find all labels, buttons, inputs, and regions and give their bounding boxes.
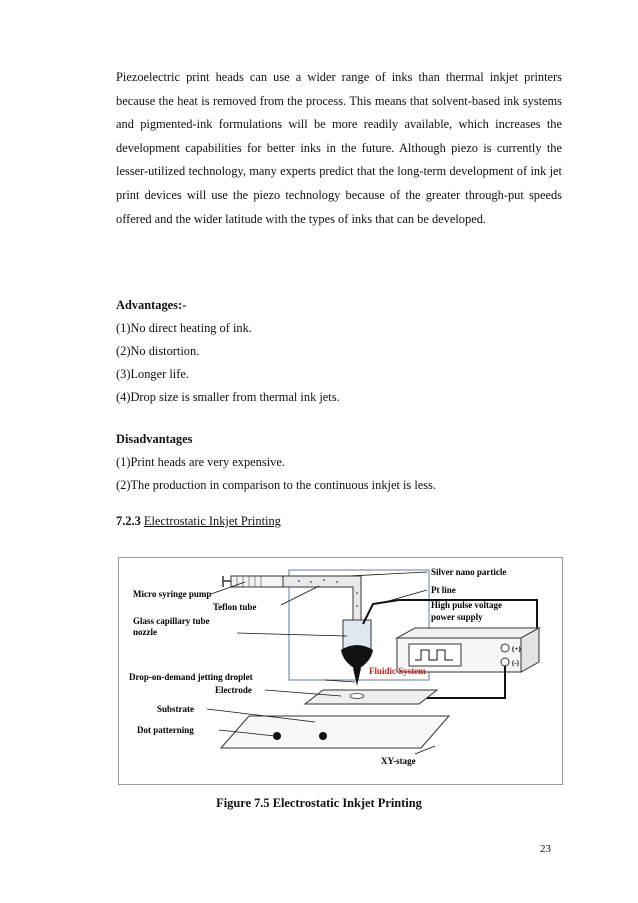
disadvantage-item: (1)Print heads are very expensive. bbox=[116, 455, 285, 469]
label-electrode: Electrode bbox=[215, 685, 252, 695]
label-dot: Dot patterning bbox=[137, 725, 194, 735]
disadvantage-item: (2)The production in comparison to the continuous inkjet is less. bbox=[116, 478, 437, 492]
advantage-item: (3)Longer life. bbox=[116, 367, 189, 381]
label-droplet: Drop-on-demand jetting droplet bbox=[129, 672, 253, 682]
advantages-section bbox=[116, 294, 340, 409]
section-title bbox=[116, 514, 281, 529]
label-teflon: Teflon tube bbox=[213, 602, 257, 612]
label-plus: (+) bbox=[512, 645, 521, 653]
label-silver: Silver nano particle bbox=[431, 567, 507, 577]
advantage-item: (1)No direct heating of ink. bbox=[116, 321, 252, 335]
advantages-heading: Advantages:- bbox=[116, 298, 187, 312]
section-number: 7.2.3 bbox=[116, 514, 141, 528]
label-pt-line: Pt line bbox=[431, 585, 456, 595]
section-title-text: Electrostatic Inkjet Printing bbox=[143, 514, 281, 528]
label-syringe: Micro syringe pump bbox=[133, 589, 212, 599]
advantage-item: (4)Drop size is smaller from thermal ink jets. bbox=[116, 390, 340, 404]
label-glass1: Glass capillary tube bbox=[133, 616, 210, 626]
disadvantages-section bbox=[116, 428, 436, 497]
xy-stage bbox=[221, 716, 449, 748]
label-hv1: High pulse voltage bbox=[431, 600, 503, 610]
label-glass2: nozzle bbox=[133, 627, 157, 637]
electrode-plate bbox=[305, 690, 437, 704]
figure-electrostatic-inkjet bbox=[118, 557, 563, 785]
label-hv2: power supply bbox=[431, 612, 483, 622]
disadvantages-heading: Disadvantages bbox=[116, 432, 193, 446]
figure-diagram bbox=[119, 558, 562, 784]
label-minus: (-) bbox=[512, 659, 519, 667]
syringe-pump-icon bbox=[231, 576, 283, 587]
advantage-item: (2)No distortion. bbox=[116, 344, 200, 358]
label-xy: XY-stage bbox=[381, 756, 416, 766]
page-number: 23 bbox=[540, 843, 551, 855]
figure-caption: Figure 7.5 Electrostatic Inkjet Printing bbox=[216, 796, 422, 810]
label-fluidic: Fluidic System bbox=[369, 666, 426, 676]
body-paragraph: Piezoelectric print heads can use a wider range of inks than thermal inkjet printers because the heat is removed from the process. This means that solvent-based ink systems and pigmented-ink formulations will be more readily available, which increases the development capabilities for better inks in the future. Although piezo is currently the lesser-utilized technology, many experts predict that the long-term development of ink jet print devices will use the piezo technology because of the greater through-put speeds offered and the wider latitude with the types of inks that can be developed. bbox=[116, 70, 562, 226]
label-substrate: Substrate bbox=[157, 704, 195, 714]
